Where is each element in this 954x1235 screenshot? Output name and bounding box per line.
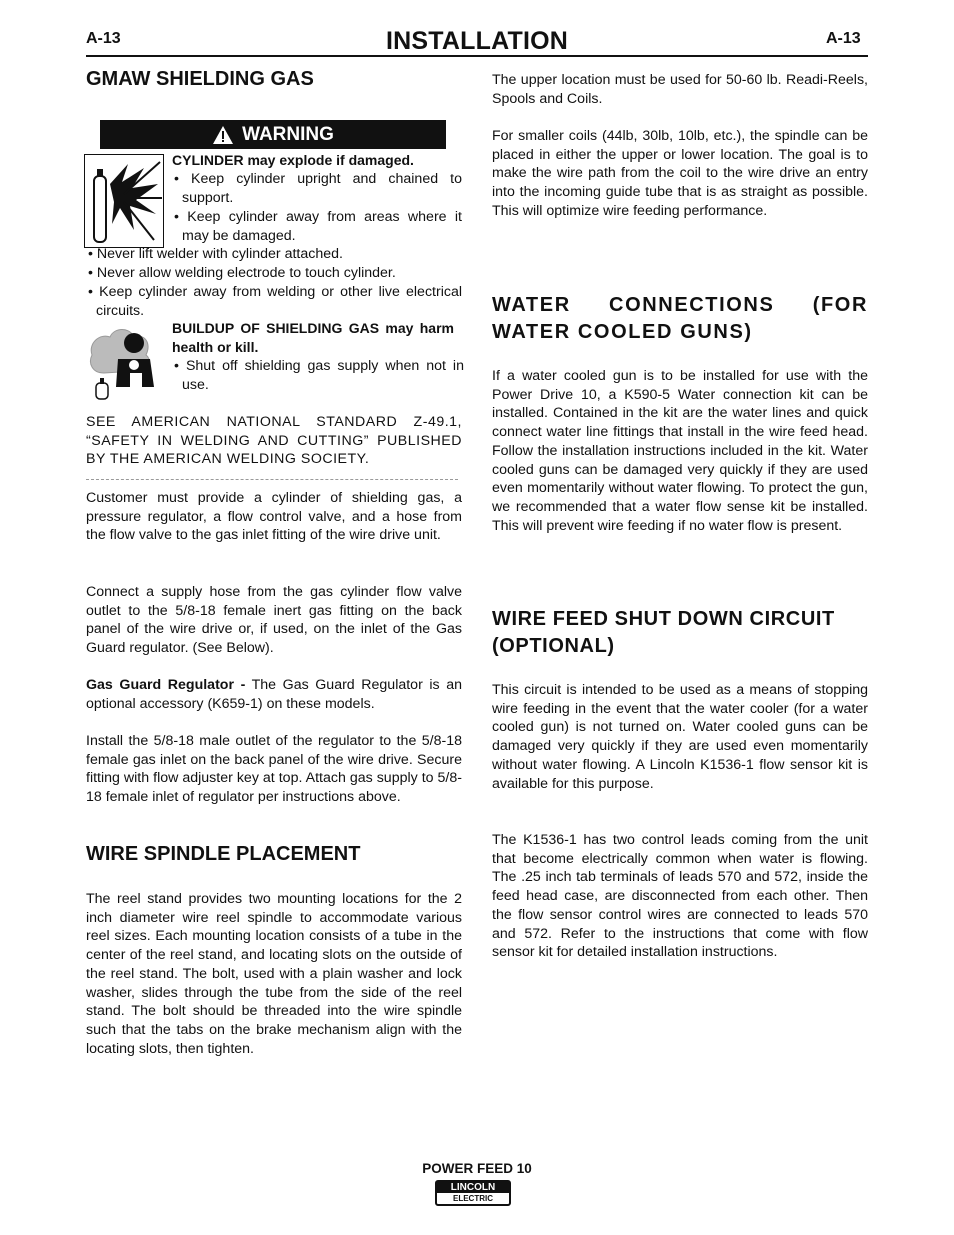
general-bullet-1: • Never lift welder with cylinder attached. xyxy=(88,246,343,262)
paragraph-install-regulator: Install the 5/8-18 male outlet of the regulator to the 5/8-18 female gas inlet on the back panel of the wire drive. Secure fitting with flow adjuster key at top. Attach gas supply to 5/8-18 female inlet of regulator per instructions above. xyxy=(86,733,462,806)
paragraph-customer-provide: Customer must provide a cylinder of shielding gas, a pressure regulator, a flow control valve, and a hose from the flow valve to the gas inlet fitting of the wire drive unit. xyxy=(86,490,462,544)
paragraph-connect-hose: Connect a supply hose from the gas cylinder flow valve outlet to the 5/8-18 female inert gas fitting on the back panel of the wire drive or, if used, on the inlet of the Gas Guard regulator. (See Below). xyxy=(86,584,462,657)
paragraph-upper-location: The upper location must be used for 50-60 lb. Readi-Reels, Spools and Coils. xyxy=(492,72,868,107)
paragraph-shutdown-circuit: This circuit is intended to be used as a means of stopping wire feeding in the event that the water cooler (for a water cooled gun) is not turned on. Water cooled guns can be damaged very quickly if they are used even momentarily without water flowing. A Lincoln K1536-1 flow sensor kit is available for this purpose. xyxy=(492,682,868,792)
heading-gmaw-shielding-gas: GMAW SHIELDING GAS xyxy=(86,68,314,90)
warning-label: WARNING xyxy=(242,123,334,145)
heading-water-connections: WATER CONNECTIONS (FOR WATER COOLED GUNS) xyxy=(492,294,868,343)
header-rule xyxy=(86,55,868,57)
cylinder-bullet-2: • Keep cylinder away from areas where it may be damaged. xyxy=(174,209,462,244)
logo-bottom-text: ELECTRIC xyxy=(453,1194,493,1203)
buildup-warning-title: BUILDUP OF SHIELDING GAS may harm health or kill. xyxy=(172,320,454,355)
general-bullet-1-text: Never lift welder with cylinder attached. xyxy=(96,246,343,262)
cylinder-explosion-icon xyxy=(84,154,164,248)
heading-wire-feed-shutdown: WIRE FEED SHUT DOWN CIRCUIT (OPTIONAL) xyxy=(492,608,835,657)
lincoln-electric-logo xyxy=(435,1180,511,1206)
general-bullet-2-text: Never allow welding electrode to touch cylinder. xyxy=(96,265,396,281)
paragraph-reel-stand: The reel stand provides two mounting locations for the 2 inch diameter wire reel spindle to accommodate various reel sizes. Each mounting location consists of a tube in the center of the reel stand, and locating slots on the outside of the reel stand. The bolt, used with a plain washer and lock washer, slides through the tube from the side of the reel stand. The bolt should be threaded into the wire spindle such that the tabs on the brake mechanism align with the locating slots, then tighten. xyxy=(86,891,462,1057)
paragraph-gas-guard xyxy=(86,676,462,713)
page-title: INSTALLATION xyxy=(385,27,568,55)
gas-guard-label: Gas Guard Regulator - xyxy=(86,677,246,693)
page-number-right: A-13 xyxy=(826,30,861,47)
page-number-left: A-13 xyxy=(86,30,121,47)
cylinder-bullet-1: • Keep cylinder upright and chained to support. xyxy=(174,171,462,206)
cylinder-warning-title: CYLINDER may explode if damaged. xyxy=(172,152,414,168)
standard-reference: SEE AMERICAN NATIONAL STANDARD Z-49.1, “SAFETY IN WELDING AND CUTTING” PUBLISHED BY THE AMERICAN WELDING SOCIETY. xyxy=(86,414,462,468)
heading-wire-spindle-placement: WIRE SPINDLE PLACEMENT xyxy=(86,843,361,865)
footer-product-name: POWER FEED 10 xyxy=(422,1161,532,1176)
gas-buildup-icon xyxy=(88,325,164,401)
gas-guard-text: The Gas Guard Regulator is an optional accessory (K659-1) on these models. xyxy=(86,677,462,712)
buildup-bullet-1-text: Shut off shielding gas supply when not in use. xyxy=(182,358,464,393)
logo-top-text: LINCOLN xyxy=(437,1182,509,1193)
general-bullet-3: • Keep cylinder away from welding or other live electrical circuits. xyxy=(88,284,462,319)
paragraph-smaller-coils: For smaller coils (44lb, 30lb, 10lb, etc.), the spindle can be placed in either the upper or lower location. The goal is to make the wire path from the coil to the wire drive an entry into the incoming guide tube that is as straight as possible. This will optimize wire feeding performance. xyxy=(492,128,868,219)
paragraph-water-kit: If a water cooled gun is to be installed for use with the Power Drive 10, a K590-5 Water connection kit can be installed. Contained in the kit are the water lines and quick connect water line fittings that install in the wire feed head. Follow the installation instructions included in the kit. Water cooled guns can be damaged very quickly if they are used even momentarily without water flowing. To protect the gun, we recommended that a water flow sense kit be installed. This will prevent wire feeding if no water flow is present. xyxy=(492,368,868,534)
warning-banner xyxy=(100,120,446,149)
general-bullet-3-text: Keep cylinder away from welding or other live electrical circuits. xyxy=(96,284,462,319)
dashed-divider xyxy=(86,479,458,480)
cylinder-bullet-2-text: Keep cylinder away from areas where it may be damaged. xyxy=(182,209,462,244)
paragraph-k1536-leads: The K1536-1 has two control leads coming from the unit that become electrically common when water is flowing. The .25 inch tab terminals of leads 570 and 572, inside the feed head case, are disconnected from each other. Then the flow sensor control wires are connected to leads 570 and 572. Refer to the instructions that come with flow sensor kit for detailed installation instructions. xyxy=(492,832,868,961)
cylinder-bullet-1-text: Keep cylinder upright and chained to support. xyxy=(182,171,462,206)
general-bullet-2: • Never allow welding electrode to touch cylinder. xyxy=(88,265,396,281)
buildup-bullet-1: • Shut off shielding gas supply when not in use. xyxy=(174,358,464,393)
warning-triangle-icon xyxy=(212,125,234,145)
